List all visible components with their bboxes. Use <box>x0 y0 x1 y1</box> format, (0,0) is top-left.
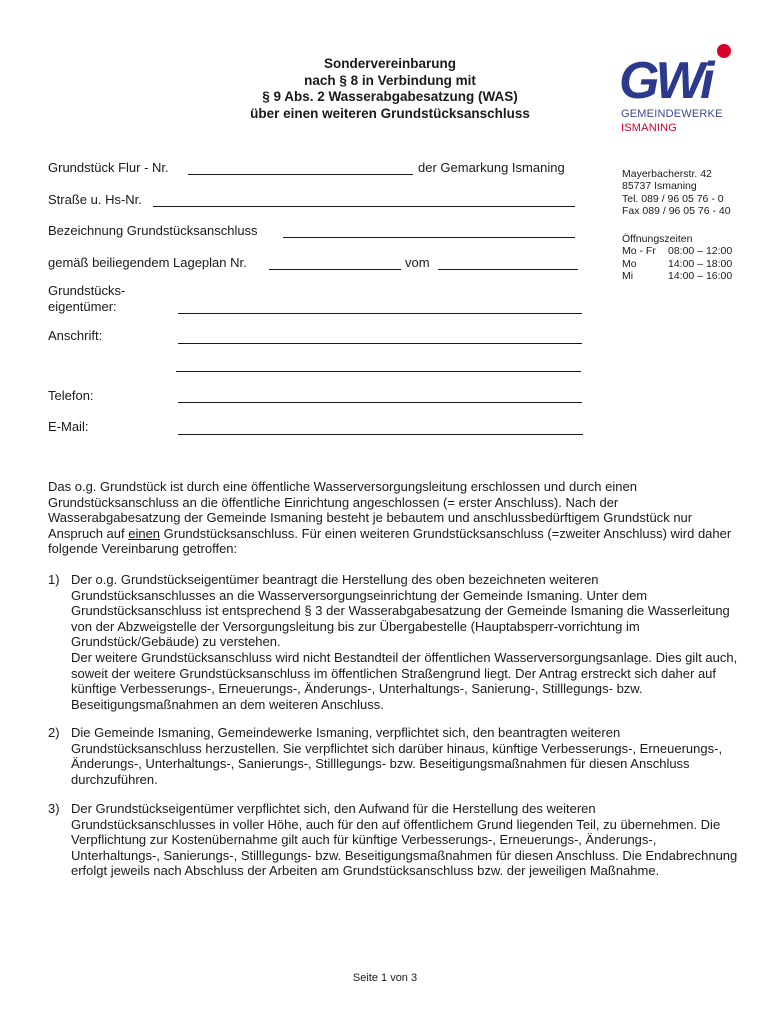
eigentuemer-input-line[interactable] <box>178 313 582 314</box>
eigentuemer-label-line2: eigentümer: <box>48 299 117 314</box>
hours-row <box>622 270 732 282</box>
vom-input-line[interactable] <box>438 269 578 270</box>
contact-street: Mayerbacherstr. 42 <box>622 168 712 180</box>
list-item-number: 1) <box>48 572 60 587</box>
intro-text-underlined: einen <box>128 525 161 541</box>
list-item <box>48 725 738 787</box>
hours-row <box>622 258 732 270</box>
logo-subtitle-gemeindewerke: GEMEINDEWERKE <box>621 108 723 120</box>
hours-day: Mi <box>622 270 634 283</box>
page-number: Seite 1 von 3 <box>352 972 418 984</box>
hours-row <box>622 245 732 257</box>
list-item <box>48 572 738 712</box>
logo-dot-icon <box>717 44 731 58</box>
title-line-4: über einen weiteren Grundstücksanschluss <box>250 105 530 121</box>
list-item-text: Die Gemeinde Ismaning, Gemeindewerke Ismaning, verpflichtet sich, den beantragten weiteren Grundstücksanschluss herzustellen. Sie verpflichtet sich darüber hinaus, künftige Verbesserungs-, Erneuerungs-, Änderungs-, Unterhaltungs-, Sanierungs-, Stilllegungs- bzw. Beseitigungsmaßnahmen für diesen Anschluss durchzuführen. <box>71 725 723 787</box>
strasse-label: Straße u. Hs-Nr. <box>48 192 142 207</box>
hours-time: 14:00 – 16:00 <box>668 270 733 283</box>
contact-city: 85737 Ismaning <box>622 180 697 193</box>
list-item-text: Der o.g. Grundstückseigentümer beantragt die Herstellung des oben bezeichneten weiteren Grundstücksanschlusses an die Wasserversorgungseinrichtung der Gemeinde Ismaning. Unter dem Grundstücksanschluss ist entsprechend § 3 der Wasserabgabesatzung der Gemeinde Ismaning die Wasserleitung von der Abzweigstelle der Versorgungsleitung bis zur Übergabestelle (Hauptabsperr-vorrichtung im Grundstück/Gebäude) zu verstehen. <box>71 572 730 650</box>
anschrift-label: Anschrift: <box>48 328 103 343</box>
telefon-input-line[interactable] <box>178 402 582 403</box>
telefon-label: Telefon: <box>48 388 94 403</box>
email-label: E-Mail: <box>48 419 89 434</box>
lageplan-input-line[interactable] <box>269 269 401 270</box>
eigentuemer-label-line1: Grundstücks- <box>48 283 126 298</box>
anschrift-input-line-2[interactable] <box>176 371 581 372</box>
flur-label: Grundstück Flur - Nr. <box>48 160 169 175</box>
logo-subtitle-ismaning: ISMANING <box>621 122 677 134</box>
contact-tel: Tel. 089 / 96 05 76 - 0 <box>622 192 724 205</box>
title-line-1: Sondervereinbarung <box>323 56 457 71</box>
opening-hours-heading: Öffnungszeiten <box>622 233 693 245</box>
opening-hours <box>622 233 732 283</box>
hours-day: Mo - Fr <box>622 245 656 258</box>
eigentuemer-label <box>48 283 125 315</box>
contact-fax: Fax 089 / 96 05 76 - 40 <box>622 205 731 218</box>
intro-text-part1: Das o.g. Grundstück ist durch eine öffentliche Wasserversorgungsleitung erschlossen und durch einen Grundstücksanschluss an die öffentliche Einrichtung angeschlossen (= erster Anschluss). Nach der Wasserabgabesatzung der Gemeinde Ismaning besteht je bebautem und anschlussbedürftigem Grundstück nur Anspruch auf <box>48 479 693 541</box>
list-item-text: Der Grundstückseigentümer verpflichtet sich, den Aufwand für die Herstellung des weiteren Grundstücksanschlusses in voller Höhe, auch für den auf öffentlichem Grund liegenden Teil, zu übernehmen. Die Verpflichtung zur Kostenübernahme gilt auch für künftige Verbesserungs-, Erneuerungs-, Änderungs-, Unterhaltungs-, Sanierungs-, Stilllegungs- bzw. Beseitigungsmaßnahmen für diesen Anschluss. Die Endabrechnung erfolgt jeweils nach Abschluss der Arbeiten am Grundstücksanschluss bzw. der jeweiligen Maßnahme. <box>71 801 738 879</box>
flur-input-line[interactable] <box>188 174 413 175</box>
gemarkung-label: der Gemarkung Ismaning <box>418 160 565 175</box>
hours-time: 14:00 – 18:00 <box>668 257 733 270</box>
title-line-2: nach § 8 in Verbindung mit <box>304 72 476 88</box>
list-item <box>48 801 738 879</box>
hours-day: Mo <box>622 257 637 270</box>
intro-text-part2: Grundstücksanschluss. Für einen weiteren Grundstücksanschluss (=zweiter Anschluss) wird daher folgende Vereinbarung getroffen: <box>48 525 732 557</box>
strasse-input-line[interactable] <box>153 206 575 207</box>
vom-label: vom <box>405 255 430 270</box>
bezeichnung-input-line[interactable] <box>283 237 575 238</box>
list-item-number: 2) <box>48 725 60 740</box>
bezeichnung-label: Bezeichnung Grundstücksanschluss <box>48 223 258 238</box>
title-line-3: § 9 Abs. 2 Wasserabgabesatzung (WAS) <box>262 89 518 104</box>
email-input-line[interactable] <box>178 434 583 435</box>
anschrift-input-line-1[interactable] <box>178 343 582 344</box>
list-item-number: 3) <box>48 801 60 816</box>
intro-paragraph <box>48 479 738 557</box>
lageplan-label: gemäß beiliegendem Lageplan Nr. <box>48 255 247 270</box>
document-title <box>220 56 560 122</box>
contact-block <box>622 168 731 218</box>
list-item-text-continued: Der weitere Grundstücksanschluss wird nicht Bestandteil der öffentlichen Wasserversorgungsanlage. Dies gilt auch, soweit der weitere Grundstücksanschluss im öffentlichen Straßengrund liegt. Der Antrag erstreckt sich daher auf künftige Verbesserungs-, Erneuerungs-, Änderungs-, Unterhaltungs-, Sanierung-, Stilllegungs- bzw. Beseitigungsmaßnahmen an dem weiteren Anschluss. <box>71 649 738 712</box>
gwi-logo-text: GWi <box>619 52 711 110</box>
hours-time: 08:00 – 12:00 <box>668 245 733 258</box>
